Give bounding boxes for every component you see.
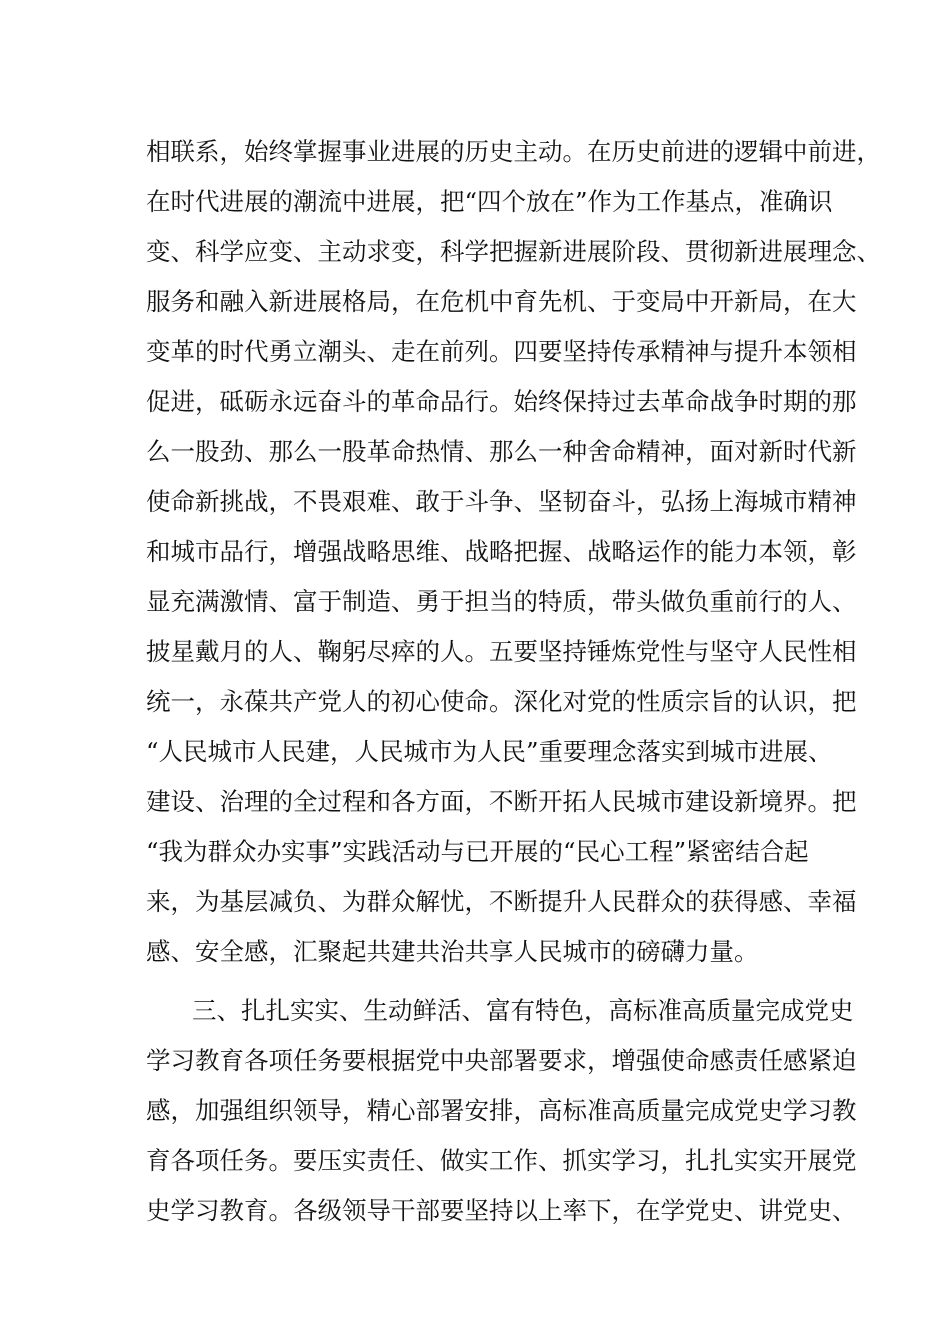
section-heading-line: 三、扎扎实实、生动鲜活、富有特色，高标准高质量完成党史 <box>192 996 854 1025</box>
text-line: 感、安全感，汇聚起共建共治共享人民城市的磅礴力量。 <box>146 937 759 966</box>
text-line: 来，为基层减负、为群众解忧，不断提升人民群众的获得感、幸福 <box>146 887 857 916</box>
text-line: 学习教育各项任务要根据党中央部署要求，增强使命感责任感紧迫 <box>146 1046 857 1075</box>
text-line: “我为群众办实事”实践活动与已开展的“民心工程”紧密结合起 <box>146 837 809 866</box>
text-line: 史学习教育。各级领导干部要坚持以上率下，在学党史、讲党史、 <box>146 1196 857 1225</box>
text-line: 相联系，始终掌握事业进展的历史主动。在历史前进的逻辑中前进， <box>146 137 881 166</box>
text-line: 在时代进展的潮流中进展，把“四个放在”作为工作基点，准确识 <box>146 187 833 216</box>
text-line: 显充满激情、富于制造、勇于担当的特质，带头做负重前行的人、 <box>146 587 857 616</box>
text-line: 育各项任务。要压实责任、做实工作、抓实学习，扎扎实实开展党 <box>146 1146 857 1175</box>
text-line: “人民城市人民建，人民城市为人民”重要理念落实到城市进展、 <box>146 737 833 766</box>
text-line: 统一，永葆共产党人的初心使命。深化对党的性质宗旨的认识，把 <box>146 687 857 716</box>
text-line: 变、科学应变、主动求变，科学把握新进展阶段、贯彻新进展理念、 <box>146 237 881 266</box>
text-line: 使命新挑战，不畏艰难、敢于斗争、坚韧奋斗，弘扬上海城市精神 <box>146 487 857 516</box>
text-line: 服务和融入新进展格局，在危机中育先机、于变局中开新局，在大 <box>146 287 857 316</box>
text-line: 感，加强组织领导，精心部署安排，高标准高质量完成党史学习教 <box>146 1096 857 1125</box>
text-line: 建设、治理的全过程和各方面，不断开拓人民城市建设新境界。把 <box>146 787 857 816</box>
text-line: 促进，砥砺永远奋斗的革命品行。始终保持过去革命战争时期的那 <box>146 387 857 416</box>
text-line: 变革的时代勇立潮头、走在前列。四要坚持传承精神与提升本领相 <box>146 337 857 366</box>
text-line: 和城市品行，增强战略思维、战略把握、战略运作的能力本领，彰 <box>146 537 857 566</box>
text-line: 么一股劲、那么一股革命热情、那么一种舍命精神，面对新时代新 <box>146 437 857 466</box>
text-line: 披星戴月的人、鞠躬尽瘁的人。五要坚持锤炼党性与坚守人民性相 <box>146 637 857 666</box>
